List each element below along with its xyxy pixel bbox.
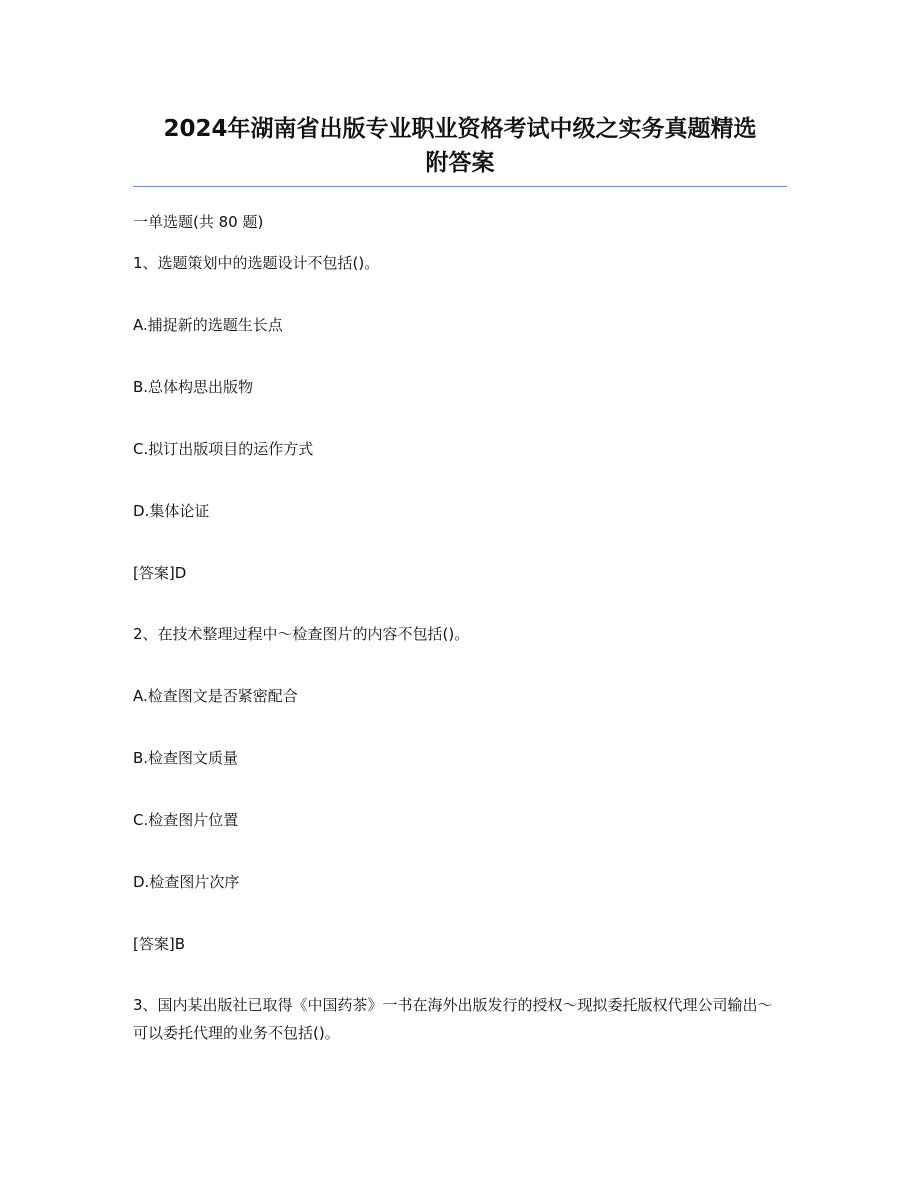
title-line-1: 2024年湖南省出版专业职业资格考试中级之实务真题精选: [163, 116, 757, 142]
question-1-answer: [答案]D: [133, 564, 187, 582]
document-title: [120, 112, 800, 180]
question-2-answer: [答案]B: [133, 935, 185, 953]
title-divider: [133, 186, 787, 187]
question-1-option-c: C.拟订出版项目的运作方式: [133, 440, 314, 458]
question-1-stem: 1、选题策划中的选题设计不包括()。: [133, 254, 380, 272]
question-1-option-a: A.捕捉新的选题生长点: [133, 316, 283, 334]
title-line-2: 附答案: [425, 150, 495, 176]
section-heading: 一单选题(共 80 题): [133, 213, 264, 231]
question-3-stem: 3、国内某出版社已取得《中国药茶》一书在海外出版发行的授权～现拟委托版权代理公司输出～可以委托代理的业务不包括()。: [133, 996, 773, 1042]
question-2-option-c: C.检查图片位置: [133, 811, 239, 829]
question-2-option-d: D.检查图片次序: [133, 873, 240, 891]
question-2-option-a: A.检查图文是否紧密配合: [133, 687, 298, 705]
question-2-stem: 2、在技术整理过程中～检查图片的内容不包括()。: [133, 625, 470, 643]
question-1-option-d: D.集体论证: [133, 502, 210, 520]
question-2-option-b: B.检查图文质量: [133, 749, 239, 767]
question-1-option-b: B.总体构思出版物: [133, 378, 254, 396]
